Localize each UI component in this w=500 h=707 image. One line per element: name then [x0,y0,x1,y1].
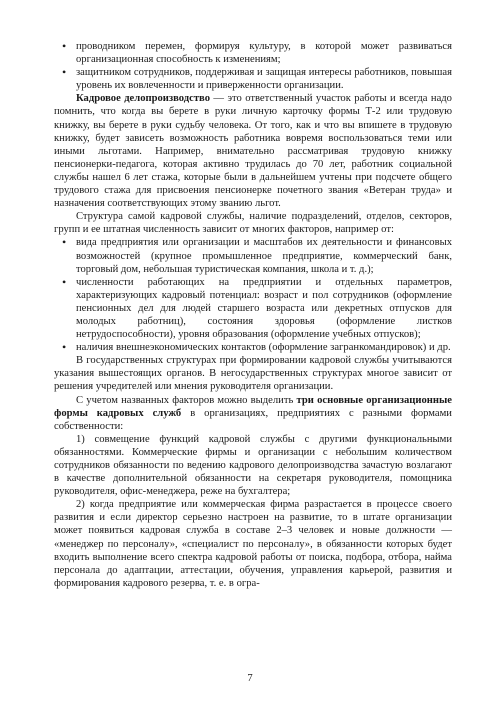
paragraph-records [54,92,452,210]
list-item: • численности работающих на предприятии и отдельных параметров, характеризующих кадровый потенциал: возраст и пол сотрудников (оформление пенсионных дел для людей старшего возраста или декретных отпусков для молодых работниц), состояния здоровья (оформление листков нетрудоспособности), уровня образования (оформление учебных отпусков); [54,276,452,341]
bullets-top [54,40,452,92]
numbered-item: 2) когда предприятие или коммерческая фирма разрастается в процессе своего развития и если директор серьезно настроен на развитие, то в штате организации может появиться кадровая служба в составе 2–3 человек и новые должности — «менеджер по персоналу», «специалист по персоналу», в обязанности которых будет входить выполнение всего спектра кадровой работы от поиска, подбора, отбора, найма персонала до адаптации, аттестации, обучения, управления карьерой, развития и формирования кадрового резерва, т. е. в огра- [54,499,452,589]
page-body [54,40,452,590]
numbered-list [54,433,452,590]
list-item: • наличия внешнеэкономических контактов (оформление загранкомандировок) и др. [54,341,452,354]
paragraph-text: — это ответственный участок работы и всегда надо помнить, что когда вы берете в руки личную карточку формы Т-2 или трудовую книжку, вы берете в руки судьбу человека. От того, как и что вы впишете в трудовую книжку, будет зависеть возможность работника вовремя воспользоваться теми или иными льготами. Например, внимательно рассматривая трудовую книжку пенсионерки-педагога, которая активно трудилась до 70 лет, работник социальной службы нашел 6 лет стажа, которые были в дальнейшем учтены при подсчете общего трудового стажа для присвоения пенсионерке почетного звания «Ветеран труда» и назначения соответствующих этому званию льгот. [54,93,452,210]
paragraph-lead: С учетом названных факторов можно выделить [76,394,297,406]
bullets-factors [54,236,452,354]
page-number: 7 [247,673,253,684]
list-item: • проводником перемен, формируя культуру, в которой может развиваться организационная способность к изменениям; [54,40,452,66]
bold-phrase: три основные организационные формы кадровых служб [54,394,452,419]
bold-term: Кадровое делопроизводство [76,93,210,105]
paragraph-tail: в организациях, предприятиях с разными формами собственности: [54,407,452,432]
numbered-item: 1) совмещение функций кадровой службы с другими функциональными обязанностями. Коммерческие фирмы и организации с небольшим количеством сотрудников обязанности по ведению кадрового делопроизводства зачастую возлагают в качестве дополнительной обязанности на секретаря руководителя, помощника руководителя, офис-менеджера, реже на бухгалтера; [54,433,452,498]
paragraph-structure: Структура самой кадровой службы, наличие подразделений, отделов, секторов, групп и ее штатная численность зависит от многих факторов, например от: [54,211,452,236]
list-item: • защитником сотрудников, поддерживая и защищая интересы работников, повышая уровень их вовлеченности и приверженности организации. [54,66,452,92]
paragraph-forms [54,394,452,433]
paragraph-government: В государственных структурах при формировании кадровой службы учитываются указания вышестоящих органов. В негосударственных структурах многое зависит от решения учредителей или мнения руководителя организации. [54,355,452,393]
list-item: • вида предприятия или организации и масштабов их деятельности и финансовых возможностей (крупное промышленное предприятие, коммерческий банк, торговый дом, небольшая туристическая компания, школа и т. д.); [54,236,452,275]
